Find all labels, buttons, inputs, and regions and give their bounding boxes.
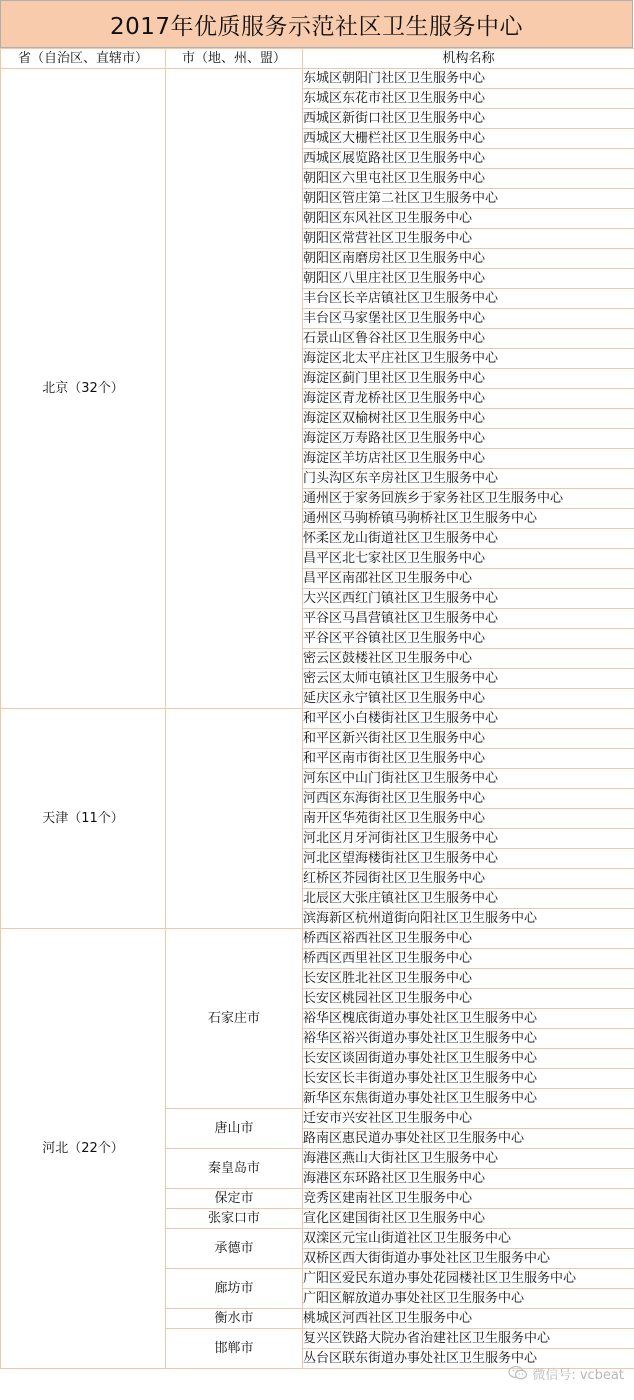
org-name-cell: 通州区于家务回族乡于家务社区卫生服务中心: [303, 489, 634, 509]
city-cell: [166, 69, 303, 709]
org-name-cell: 和平区小白楼街社区卫生服务中心: [303, 709, 634, 729]
page-title: [0, 0, 633, 48]
page-title-text: 2017年优质服务示范社区卫生服务中心: [109, 13, 524, 40]
org-name-cell: 双桥区西大街街道办事处社区卫生服务中心: [303, 1249, 634, 1269]
org-name-cell: 广阳区爱民东道办事处花园楼社区卫生服务中心: [303, 1269, 634, 1289]
org-name-cell: 长安区胜北社区卫生服务中心: [303, 969, 634, 989]
org-name-cell: 双滦区元宝山街道社区卫生服务中心: [303, 1229, 634, 1249]
org-name-cell: 东城区东花市社区卫生服务中心: [303, 89, 634, 109]
org-name-cell: 红桥区芥园街社区卫生服务中心: [303, 869, 634, 889]
org-name-cell: 海淀区羊坊店社区卫生服务中心: [303, 449, 634, 469]
org-name-cell: 海淀区蓟门里社区卫生服务中心: [303, 369, 634, 389]
header-org: 机构名称: [303, 49, 634, 69]
org-name-cell: 石景山区鲁谷社区卫生服务中心: [303, 329, 634, 349]
org-name-cell: 北辰区大张庄镇社区卫生服务中心: [303, 889, 634, 909]
org-name-cell: 新华区东焦街道办事处社区卫生服务中心: [303, 1089, 634, 1109]
city-cell: 廊坊市: [166, 1269, 303, 1309]
org-name-cell: 路南区惠民道办事处社区卫生服务中心: [303, 1129, 634, 1149]
org-name-cell: 朝阳区南磨房社区卫生服务中心: [303, 249, 634, 269]
org-name-cell: 怀柔区龙山街道社区卫生服务中心: [303, 529, 634, 549]
org-name-cell: 平谷区平谷镇社区卫生服务中心: [303, 629, 634, 649]
org-name-cell: 朝阳区八里庄社区卫生服务中心: [303, 269, 634, 289]
org-table: [0, 48, 634, 1369]
city-cell: 唐山市: [166, 1109, 303, 1149]
org-name-cell: 大兴区西红门镇社区卫生服务中心: [303, 589, 634, 609]
org-name-cell: 河北区月牙河街社区卫生服务中心: [303, 829, 634, 849]
org-name-cell: 延庆区永宁镇社区卫生服务中心: [303, 689, 634, 709]
org-name-cell: 广阳区解放道办事处社区卫生服务中心: [303, 1289, 634, 1309]
org-name-cell: 复兴区铁路大院办省治建社区卫生服务中心: [303, 1329, 634, 1349]
org-name-cell: 桥西区裕西社区卫生服务中心: [303, 929, 634, 949]
org-name-cell: 宣化区建国街社区卫生服务中心: [303, 1209, 634, 1229]
org-name-cell: 门头沟区东辛房社区卫生服务中心: [303, 469, 634, 489]
org-name-cell: 迁安市兴安社区卫生服务中心: [303, 1109, 634, 1129]
org-name-cell: 密云区太师屯镇社区卫生服务中心: [303, 669, 634, 689]
table-row: [1, 929, 634, 949]
watermark-text: 微信号: vcbeat: [532, 1367, 624, 1383]
org-name-cell: 和平区新兴街社区卫生服务中心: [303, 729, 634, 749]
table-body: [1, 69, 634, 1369]
org-name-cell: 朝阳区常营社区卫生服务中心: [303, 229, 634, 249]
org-name-cell: 丰台区长辛店镇社区卫生服务中心: [303, 289, 634, 309]
org-name-cell: 昌平区南邵社区卫生服务中心: [303, 569, 634, 589]
org-name-cell: 朝阳区管庄第二社区卫生服务中心: [303, 189, 634, 209]
table-header-row: [1, 49, 634, 69]
org-name-cell: 海淀区北太平庄社区卫生服务中心: [303, 349, 634, 369]
table-row: [1, 69, 634, 89]
org-name-cell: 密云区鼓楼社区卫生服务中心: [303, 649, 634, 669]
city-cell: 张家口市: [166, 1209, 303, 1229]
org-name-cell: 南开区华苑街社区卫生服务中心: [303, 809, 634, 829]
org-name-cell: 裕华区裕兴街道办事处社区卫生服务中心: [303, 1029, 634, 1049]
watermark: [508, 1362, 624, 1384]
header-province: 省（自治区、直辖市）: [1, 49, 166, 69]
org-name-cell: 西城区大栅栏社区卫生服务中心: [303, 129, 634, 149]
org-name-cell: 桃城区河西社区卫生服务中心: [303, 1309, 634, 1329]
org-name-cell: 西城区新街口社区卫生服务中心: [303, 109, 634, 129]
org-name-cell: 桥西区西里社区卫生服务中心: [303, 949, 634, 969]
org-name-cell: 滨海新区杭州道街向阳社区卫生服务中心: [303, 909, 634, 929]
org-name-cell: 平谷区马昌营镇社区卫生服务中心: [303, 609, 634, 629]
org-name-cell: 河西区东海街社区卫生服务中心: [303, 789, 634, 809]
org-name-cell: 和平区南市街社区卫生服务中心: [303, 749, 634, 769]
org-name-cell: 裕华区槐底街道办事处社区卫生服务中心: [303, 1009, 634, 1029]
city-cell: 石家庄市: [166, 929, 303, 1109]
org-name-cell: 长安区长丰街道办事处社区卫生服务中心: [303, 1069, 634, 1089]
city-cell: 秦皇岛市: [166, 1149, 303, 1189]
org-name-cell: 通州区马驹桥镇马驹桥社区卫生服务中心: [303, 509, 634, 529]
city-cell: [166, 709, 303, 929]
table-row: [1, 709, 634, 729]
province-cell: 北京（32个）: [1, 69, 166, 709]
org-name-cell: 河北区望海楼街社区卫生服务中心: [303, 849, 634, 869]
header-city: 市（地、州、盟）: [166, 49, 303, 69]
org-name-cell: 海淀区双榆树社区卫生服务中心: [303, 409, 634, 429]
org-name-cell: 西城区展览路社区卫生服务中心: [303, 149, 634, 169]
wechat-icon: [508, 1365, 528, 1381]
city-cell: 保定市: [166, 1189, 303, 1209]
org-name-cell: 长安区谈固街道办事处社区卫生服务中心: [303, 1049, 634, 1069]
province-cell: 天津（11个）: [1, 709, 166, 929]
province-cell: 河北（22个）: [1, 929, 166, 1369]
org-name-cell: 朝阳区六里屯社区卫生服务中心: [303, 169, 634, 189]
org-name-cell: 海港区东环路社区卫生服务中心: [303, 1169, 634, 1189]
org-name-cell: 海淀区青龙桥社区卫生服务中心: [303, 389, 634, 409]
org-name-cell: 海港区燕山大街社区卫生服务中心: [303, 1149, 634, 1169]
city-cell: 衡水市: [166, 1309, 303, 1329]
org-name-cell: 长安区桃园社区卫生服务中心: [303, 989, 634, 1009]
city-cell: 邯郸市: [166, 1329, 303, 1369]
org-name-cell: 东城区朝阳门社区卫生服务中心: [303, 69, 634, 89]
org-name-cell: 丛台区联东街道办事处社区卫生服务中心: [303, 1349, 634, 1369]
org-name-cell: 海淀区万寿路社区卫生服务中心: [303, 429, 634, 449]
org-name-cell: 河东区中山门街社区卫生服务中心: [303, 769, 634, 789]
org-name-cell: 朝阳区东风社区卫生服务中心: [303, 209, 634, 229]
org-name-cell: 昌平区北七家社区卫生服务中心: [303, 549, 634, 569]
city-cell: 承德市: [166, 1229, 303, 1269]
org-name-cell: 丰台区马家堡社区卫生服务中心: [303, 309, 634, 329]
org-name-cell: 竞秀区建南社区卫生服务中心: [303, 1189, 634, 1209]
